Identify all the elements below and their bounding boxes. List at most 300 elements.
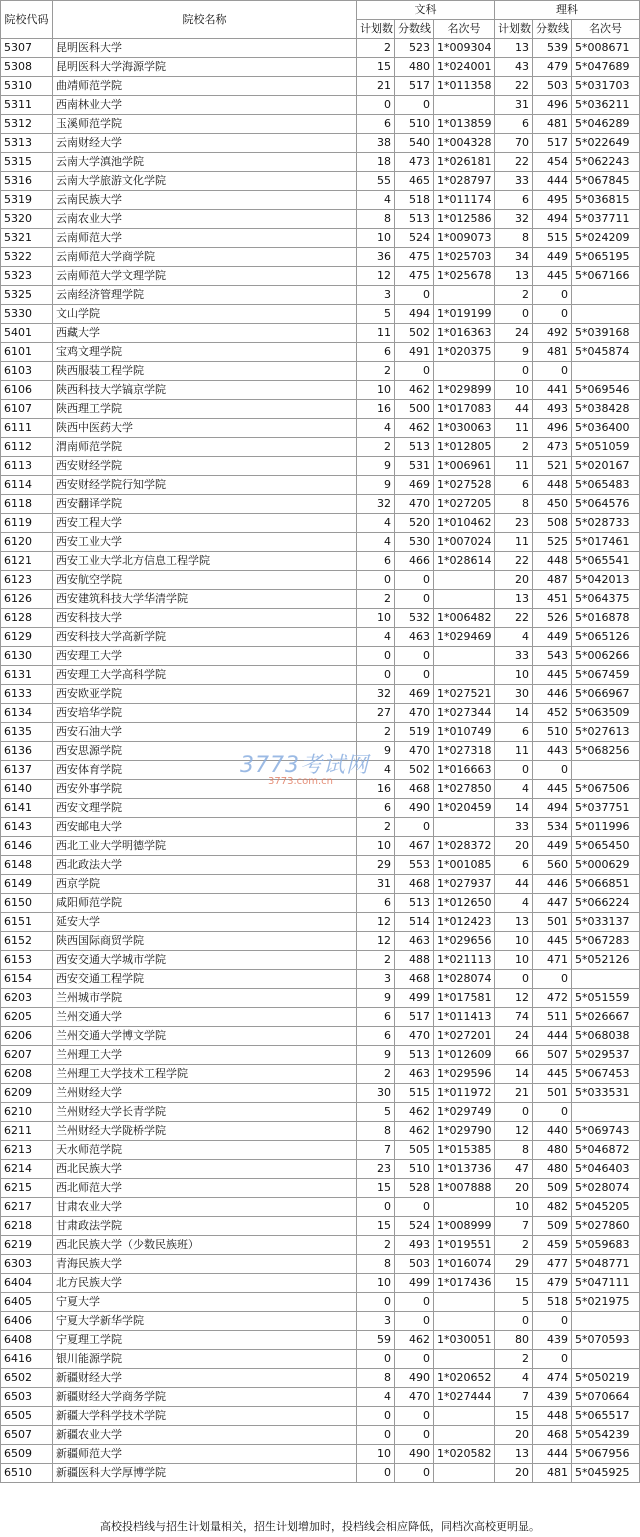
cell-sci-rank: 5*037751 xyxy=(572,799,640,818)
cell-sci-score: 473 xyxy=(533,438,572,457)
cell-sci-rank: 5*045205 xyxy=(572,1198,640,1217)
cell-code: 6149 xyxy=(1,875,53,894)
cell-code: 6218 xyxy=(1,1217,53,1236)
table-row xyxy=(1,324,640,343)
cell-sci-rank: 5*064576 xyxy=(572,495,640,514)
cell-arts-rank: 1*012609 xyxy=(434,1046,495,1065)
cell-sci-rank xyxy=(572,1312,640,1331)
cell-arts-rank: 1*019199 xyxy=(434,305,495,324)
cell-sci-rank: 5*070664 xyxy=(572,1388,640,1407)
cell-arts-score: 490 xyxy=(395,1369,434,1388)
cell-sci-score: 480 xyxy=(533,1160,572,1179)
table-row xyxy=(1,1046,640,1065)
cell-arts-rank: 1*025703 xyxy=(434,248,495,267)
cell-name: 青海民族大学 xyxy=(53,1255,357,1274)
cell-sci-rank: 5*033137 xyxy=(572,913,640,932)
cell-arts-plan: 10 xyxy=(357,1274,395,1293)
cell-sci-rank: 5*000629 xyxy=(572,856,640,875)
cell-sci-score: 560 xyxy=(533,856,572,875)
cell-sci-score: 445 xyxy=(533,780,572,799)
cell-code: 6148 xyxy=(1,856,53,875)
cell-arts-score: 518 xyxy=(395,191,434,210)
cell-sci-rank: 5*066967 xyxy=(572,685,640,704)
cell-code: 6408 xyxy=(1,1331,53,1350)
cell-code: 6137 xyxy=(1,761,53,780)
cell-sci-score: 481 xyxy=(533,343,572,362)
cell-sci-plan: 30 xyxy=(495,685,533,704)
cell-sci-plan: 22 xyxy=(495,609,533,628)
cell-code: 5316 xyxy=(1,172,53,191)
table-row xyxy=(1,438,640,457)
cell-arts-plan: 10 xyxy=(357,609,395,628)
table-row xyxy=(1,1407,640,1426)
cell-arts-rank: 1*009304 xyxy=(434,39,495,58)
cell-name: 兰州交通大学 xyxy=(53,1008,357,1027)
cell-code: 6206 xyxy=(1,1027,53,1046)
footer-note: 高校投档线与招生计划量相关，招生计划增加时，投档线会相应降低，同档次高校更明显。 xyxy=(100,1520,540,1533)
cell-arts-plan: 55 xyxy=(357,172,395,191)
cell-arts-plan: 12 xyxy=(357,932,395,951)
cell-sci-score: 543 xyxy=(533,647,572,666)
cell-arts-score: 524 xyxy=(395,1217,434,1236)
cell-name: 兰州财经大学 xyxy=(53,1084,357,1103)
cell-name: 新疆大学科学技术学院 xyxy=(53,1407,357,1426)
cell-arts-score: 517 xyxy=(395,77,434,96)
cell-sci-plan: 22 xyxy=(495,552,533,571)
cell-sci-score: 493 xyxy=(533,400,572,419)
table-row xyxy=(1,647,640,666)
cell-sci-plan: 7 xyxy=(495,1217,533,1236)
cell-sci-score: 526 xyxy=(533,609,572,628)
cell-sci-rank: 5*046872 xyxy=(572,1141,640,1160)
cell-sci-plan: 6 xyxy=(495,856,533,875)
cell-arts-plan: 10 xyxy=(357,837,395,856)
cell-arts-rank xyxy=(434,362,495,381)
cell-name: 宁夏大学 xyxy=(53,1293,357,1312)
cell-sci-rank: 5*036815 xyxy=(572,191,640,210)
cell-arts-rank: 1*027205 xyxy=(434,495,495,514)
cell-sci-rank: 5*067506 xyxy=(572,780,640,799)
cell-arts-score: 0 xyxy=(395,286,434,305)
cell-code: 5315 xyxy=(1,153,53,172)
cell-name: 兰州理工大学 xyxy=(53,1046,357,1065)
cell-sci-rank: 5*067453 xyxy=(572,1065,640,1084)
cell-code: 6213 xyxy=(1,1141,53,1160)
cell-sci-rank: 5*064375 xyxy=(572,590,640,609)
table-row xyxy=(1,96,640,115)
table-row xyxy=(1,495,640,514)
cell-sci-plan: 6 xyxy=(495,191,533,210)
cell-name: 兰州财经大学陇桥学院 xyxy=(53,1122,357,1141)
cell-arts-rank: 1*013859 xyxy=(434,115,495,134)
cell-sci-score: 495 xyxy=(533,191,572,210)
cell-arts-plan: 10 xyxy=(357,381,395,400)
cell-arts-score: 470 xyxy=(395,1027,434,1046)
cell-sci-score: 0 xyxy=(533,1103,572,1122)
cell-sci-score: 445 xyxy=(533,666,572,685)
cell-sci-plan: 13 xyxy=(495,913,533,932)
cell-arts-plan: 0 xyxy=(357,571,395,590)
cell-sci-score: 0 xyxy=(533,1350,572,1369)
cell-sci-rank: 5*065450 xyxy=(572,837,640,856)
cell-sci-rank: 5*022649 xyxy=(572,134,640,153)
cell-sci-score: 459 xyxy=(533,1236,572,1255)
cell-arts-plan: 0 xyxy=(357,1350,395,1369)
table-row xyxy=(1,894,640,913)
cell-sci-plan: 21 xyxy=(495,1084,533,1103)
table-row xyxy=(1,1331,640,1350)
cell-sci-score: 449 xyxy=(533,628,572,647)
cell-sci-score: 494 xyxy=(533,210,572,229)
cell-code: 5401 xyxy=(1,324,53,343)
cell-sci-rank: 5*028074 xyxy=(572,1179,640,1198)
cell-arts-score: 0 xyxy=(395,362,434,381)
cell-sci-score: 447 xyxy=(533,894,572,913)
table-row xyxy=(1,1027,640,1046)
cell-name: 西北政法大学 xyxy=(53,856,357,875)
site-watermark-url: 3773.com.cn xyxy=(268,776,333,787)
table-row xyxy=(1,1065,640,1084)
cell-code: 6406 xyxy=(1,1312,53,1331)
cell-sci-rank: 5*016878 xyxy=(572,609,640,628)
cell-code: 6106 xyxy=(1,381,53,400)
cell-sci-score: 517 xyxy=(533,134,572,153)
cell-name: 西安培华学院 xyxy=(53,704,357,723)
cell-arts-plan: 0 xyxy=(357,1293,395,1312)
cell-sci-rank: 5*065541 xyxy=(572,552,640,571)
cell-name: 陕西理工学院 xyxy=(53,400,357,419)
cell-sci-rank: 5*067166 xyxy=(572,267,640,286)
cell-name: 云南师范大学商学院 xyxy=(53,248,357,267)
cell-name: 陕西服装工程学院 xyxy=(53,362,357,381)
table-row xyxy=(1,837,640,856)
table-row xyxy=(1,381,640,400)
cell-sci-score: 511 xyxy=(533,1008,572,1027)
cell-arts-score: 553 xyxy=(395,856,434,875)
cell-sci-rank: 5*067956 xyxy=(572,1445,640,1464)
table-row xyxy=(1,1217,640,1236)
cell-arts-score: 0 xyxy=(395,818,434,837)
cell-code: 5321 xyxy=(1,229,53,248)
cell-arts-plan: 0 xyxy=(357,666,395,685)
cell-arts-score: 0 xyxy=(395,96,434,115)
cell-arts-rank: 1*027528 xyxy=(434,476,495,495)
cell-sci-score: 510 xyxy=(533,723,572,742)
cell-sci-score: 518 xyxy=(533,1293,572,1312)
cell-code: 6136 xyxy=(1,742,53,761)
cell-sci-score: 479 xyxy=(533,58,572,77)
cell-arts-score: 468 xyxy=(395,780,434,799)
cell-sci-plan: 74 xyxy=(495,1008,533,1027)
cell-arts-plan: 6 xyxy=(357,343,395,362)
cell-arts-score: 473 xyxy=(395,153,434,172)
cell-arts-score: 499 xyxy=(395,1274,434,1293)
cell-sci-score: 446 xyxy=(533,685,572,704)
cell-name: 西北师范大学 xyxy=(53,1179,357,1198)
cell-arts-plan: 4 xyxy=(357,1388,395,1407)
cell-code: 6135 xyxy=(1,723,53,742)
cell-sci-rank: 5*052126 xyxy=(572,951,640,970)
table-row xyxy=(1,571,640,590)
cell-sci-plan: 20 xyxy=(495,571,533,590)
cell-sci-rank: 5*051059 xyxy=(572,438,640,457)
cell-sci-rank: 5*067283 xyxy=(572,932,640,951)
cell-sci-plan: 20 xyxy=(495,1426,533,1445)
cell-arts-plan: 6 xyxy=(357,1027,395,1046)
cell-arts-score: 503 xyxy=(395,1255,434,1274)
cell-arts-rank: 1*012423 xyxy=(434,913,495,932)
cell-arts-score: 462 xyxy=(395,1122,434,1141)
cell-arts-rank: 1*011174 xyxy=(434,191,495,210)
cell-sci-plan: 23 xyxy=(495,514,533,533)
cell-arts-score: 530 xyxy=(395,533,434,552)
cell-sci-score: 507 xyxy=(533,1046,572,1065)
cell-sci-score: 492 xyxy=(533,324,572,343)
table-row xyxy=(1,704,640,723)
cell-arts-plan: 32 xyxy=(357,495,395,514)
cell-code: 5307 xyxy=(1,39,53,58)
cell-name: 宁夏大学新华学院 xyxy=(53,1312,357,1331)
cell-name: 兰州交通大学博文学院 xyxy=(53,1027,357,1046)
cell-sci-rank: 5*050219 xyxy=(572,1369,640,1388)
cell-sci-plan: 2 xyxy=(495,1236,533,1255)
cell-arts-score: 513 xyxy=(395,438,434,457)
cell-code: 6416 xyxy=(1,1350,53,1369)
cell-arts-score: 0 xyxy=(395,571,434,590)
cell-sci-score: 440 xyxy=(533,1122,572,1141)
cell-sci-rank: 5*037711 xyxy=(572,210,640,229)
cell-arts-rank xyxy=(434,96,495,115)
cell-sci-plan: 70 xyxy=(495,134,533,153)
cell-code: 6203 xyxy=(1,989,53,1008)
cell-arts-plan: 8 xyxy=(357,1122,395,1141)
cell-sci-rank: 5*063509 xyxy=(572,704,640,723)
cell-arts-score: 0 xyxy=(395,1426,434,1445)
cell-sci-plan: 0 xyxy=(495,1312,533,1331)
cell-sci-score: 472 xyxy=(533,989,572,1008)
cell-arts-rank: 1*028614 xyxy=(434,552,495,571)
cell-sci-plan: 20 xyxy=(495,837,533,856)
cell-sci-rank: 5*039168 xyxy=(572,324,640,343)
cell-arts-score: 463 xyxy=(395,932,434,951)
cell-sci-rank xyxy=(572,970,640,989)
cell-sci-score: 481 xyxy=(533,115,572,134)
cell-sci-plan: 14 xyxy=(495,799,533,818)
cell-arts-plan: 0 xyxy=(357,1426,395,1445)
cell-arts-plan: 12 xyxy=(357,913,395,932)
cell-arts-plan: 2 xyxy=(357,362,395,381)
cell-sci-plan: 24 xyxy=(495,324,533,343)
cell-sci-plan: 33 xyxy=(495,647,533,666)
cell-sci-plan: 13 xyxy=(495,267,533,286)
cell-arts-rank: 1*004328 xyxy=(434,134,495,153)
cell-arts-plan: 16 xyxy=(357,400,395,419)
cell-code: 6111 xyxy=(1,419,53,438)
cell-sci-score: 444 xyxy=(533,1445,572,1464)
cell-arts-rank: 1*010749 xyxy=(434,723,495,742)
cell-arts-plan: 4 xyxy=(357,419,395,438)
cell-sci-plan: 13 xyxy=(495,590,533,609)
cell-arts-rank: 1*017581 xyxy=(434,989,495,1008)
cell-sci-plan: 10 xyxy=(495,932,533,951)
cell-code: 6121 xyxy=(1,552,53,571)
cell-sci-rank: 5*038428 xyxy=(572,400,640,419)
cell-arts-rank: 1*016663 xyxy=(434,761,495,780)
cell-arts-rank: 1*029596 xyxy=(434,1065,495,1084)
cell-name: 兰州理工大学技术工程学院 xyxy=(53,1065,357,1084)
cell-code: 6126 xyxy=(1,590,53,609)
cell-sci-rank: 5*062243 xyxy=(572,153,640,172)
table-row xyxy=(1,685,640,704)
cell-sci-plan: 11 xyxy=(495,742,533,761)
cell-name: 文山学院 xyxy=(53,305,357,324)
cell-sci-rank: 5*020167 xyxy=(572,457,640,476)
cell-sci-score: 452 xyxy=(533,704,572,723)
cell-arts-plan: 3 xyxy=(357,1312,395,1331)
cell-arts-rank: 1*027521 xyxy=(434,685,495,704)
table-row xyxy=(1,58,640,77)
header-science: 理科 xyxy=(495,1,640,20)
cell-arts-rank: 1*017083 xyxy=(434,400,495,419)
cell-name: 西安财经学院 xyxy=(53,457,357,476)
cell-sci-score: 508 xyxy=(533,514,572,533)
cell-sci-score: 0 xyxy=(533,305,572,324)
cell-arts-rank: 1*019551 xyxy=(434,1236,495,1255)
table-row xyxy=(1,1293,640,1312)
cell-code: 6507 xyxy=(1,1426,53,1445)
cell-sci-plan: 66 xyxy=(495,1046,533,1065)
cell-arts-score: 0 xyxy=(395,1350,434,1369)
cell-sci-score: 448 xyxy=(533,552,572,571)
cell-code: 6219 xyxy=(1,1236,53,1255)
cell-sci-score: 471 xyxy=(533,951,572,970)
cell-arts-plan: 0 xyxy=(357,1198,395,1217)
cell-arts-rank: 1*008999 xyxy=(434,1217,495,1236)
cell-arts-plan: 23 xyxy=(357,1160,395,1179)
cell-arts-rank: 1*009073 xyxy=(434,229,495,248)
table-row xyxy=(1,875,640,894)
cell-name: 咸阳师范学院 xyxy=(53,894,357,913)
cell-code: 6153 xyxy=(1,951,53,970)
cell-sci-rank: 5*026667 xyxy=(572,1008,640,1027)
cell-arts-rank: 1*015385 xyxy=(434,1141,495,1160)
cell-sci-rank: 5*031703 xyxy=(572,77,640,96)
cell-sci-plan: 0 xyxy=(495,970,533,989)
cell-name: 云南大学旅游文化学院 xyxy=(53,172,357,191)
cell-arts-score: 469 xyxy=(395,476,434,495)
cell-code: 6113 xyxy=(1,457,53,476)
cell-sci-plan: 2 xyxy=(495,438,533,457)
cell-sci-score: 477 xyxy=(533,1255,572,1274)
cell-arts-rank: 1*013736 xyxy=(434,1160,495,1179)
cell-arts-plan: 6 xyxy=(357,1008,395,1027)
cell-arts-plan: 9 xyxy=(357,1046,395,1065)
cell-arts-rank xyxy=(434,590,495,609)
cell-arts-rank xyxy=(434,286,495,305)
cell-sci-plan: 0 xyxy=(495,1103,533,1122)
cell-sci-score: 509 xyxy=(533,1217,572,1236)
cell-arts-plan: 10 xyxy=(357,1445,395,1464)
cell-name: 新疆农业大学 xyxy=(53,1426,357,1445)
cell-arts-rank xyxy=(434,1407,495,1426)
cell-name: 玉溪师范学院 xyxy=(53,115,357,134)
cell-sci-rank: 5*046289 xyxy=(572,115,640,134)
cell-arts-score: 470 xyxy=(395,495,434,514)
cell-sci-plan: 14 xyxy=(495,1065,533,1084)
cell-code: 6114 xyxy=(1,476,53,495)
cell-code: 6120 xyxy=(1,533,53,552)
cell-code: 6211 xyxy=(1,1122,53,1141)
cell-code: 6129 xyxy=(1,628,53,647)
cell-arts-rank xyxy=(434,1312,495,1331)
cell-arts-plan: 18 xyxy=(357,153,395,172)
cell-arts-plan: 7 xyxy=(357,1141,395,1160)
cell-arts-score: 523 xyxy=(395,39,434,58)
cell-code: 6152 xyxy=(1,932,53,951)
cell-sci-plan: 13 xyxy=(495,39,533,58)
cell-code: 5312 xyxy=(1,115,53,134)
cell-sci-score: 509 xyxy=(533,1179,572,1198)
table-row xyxy=(1,115,640,134)
cell-sci-rank: 5*067845 xyxy=(572,172,640,191)
cell-code: 6215 xyxy=(1,1179,53,1198)
table-row xyxy=(1,1369,640,1388)
table-row xyxy=(1,1008,640,1027)
cell-sci-plan: 2 xyxy=(495,286,533,305)
cell-arts-plan: 4 xyxy=(357,533,395,552)
cell-sci-rank: 5*027613 xyxy=(572,723,640,742)
cell-name: 西北工业大学明德学院 xyxy=(53,837,357,856)
cell-arts-plan: 2 xyxy=(357,39,395,58)
cell-arts-plan: 0 xyxy=(357,1407,395,1426)
cell-name: 兰州财经大学长青学院 xyxy=(53,1103,357,1122)
cell-name: 西安科技大学高新学院 xyxy=(53,628,357,647)
cell-sci-rank xyxy=(572,286,640,305)
cell-name: 云南大学滇池学院 xyxy=(53,153,357,172)
cell-arts-plan: 8 xyxy=(357,1369,395,1388)
cell-arts-plan: 5 xyxy=(357,1103,395,1122)
table-row xyxy=(1,514,640,533)
cell-name: 西南林业大学 xyxy=(53,96,357,115)
table-row xyxy=(1,1198,640,1217)
cell-arts-rank: 1*020459 xyxy=(434,799,495,818)
cell-sci-plan: 12 xyxy=(495,989,533,1008)
cell-arts-score: 505 xyxy=(395,1141,434,1160)
cell-arts-score: 0 xyxy=(395,1312,434,1331)
cell-arts-score: 531 xyxy=(395,457,434,476)
cell-name: 延安大学 xyxy=(53,913,357,932)
cell-name: 渭南师范学院 xyxy=(53,438,357,457)
cell-sci-score: 0 xyxy=(533,1312,572,1331)
cell-sci-score: 445 xyxy=(533,267,572,286)
cell-sci-score: 454 xyxy=(533,153,572,172)
cell-sci-plan: 24 xyxy=(495,1027,533,1046)
cell-code: 6101 xyxy=(1,343,53,362)
cell-arts-plan: 4 xyxy=(357,514,395,533)
cell-arts-rank: 1*029790 xyxy=(434,1122,495,1141)
cell-code: 6510 xyxy=(1,1464,53,1483)
cell-sci-plan: 15 xyxy=(495,1274,533,1293)
cell-code: 6134 xyxy=(1,704,53,723)
cell-code: 6217 xyxy=(1,1198,53,1217)
cell-sci-plan: 4 xyxy=(495,780,533,799)
cell-name: 西安欧亚学院 xyxy=(53,685,357,704)
cell-arts-rank: 1*027318 xyxy=(434,742,495,761)
cell-arts-score: 475 xyxy=(395,267,434,286)
cell-code: 5323 xyxy=(1,267,53,286)
cell-arts-plan: 10 xyxy=(357,229,395,248)
cell-arts-rank xyxy=(434,1426,495,1445)
